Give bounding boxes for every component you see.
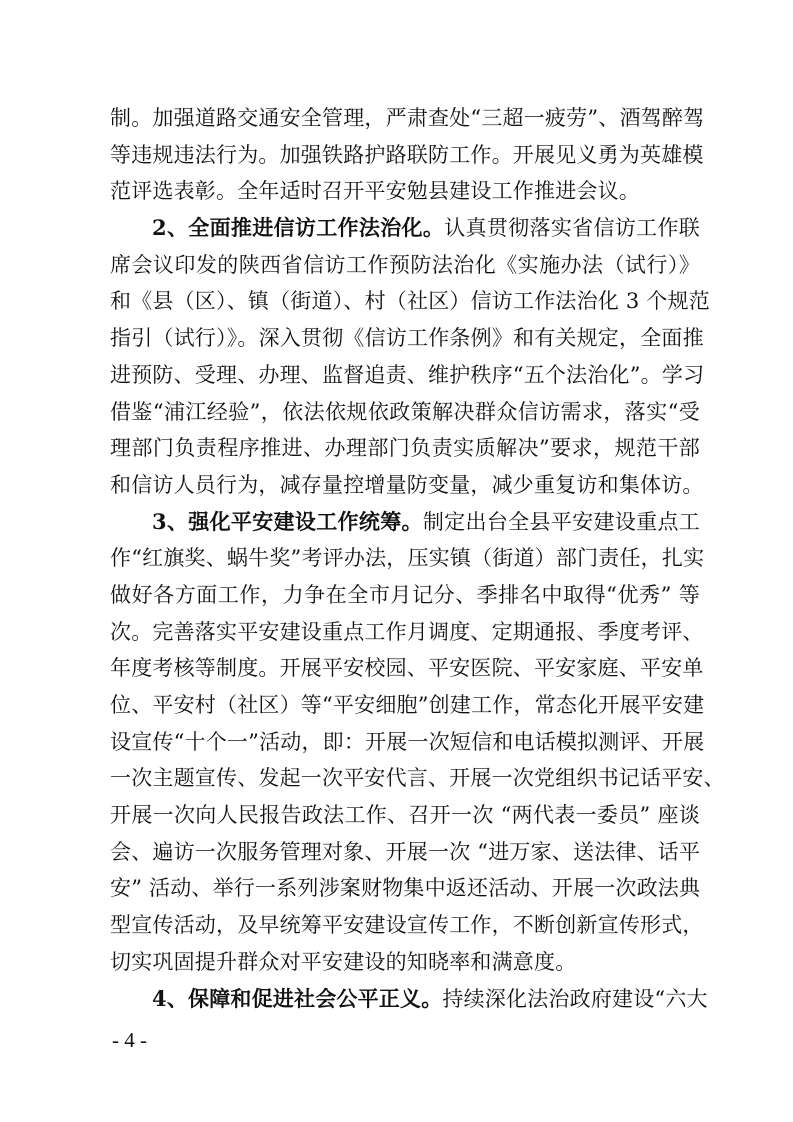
body-line: 型宣传活动，及早统筹平安建设宣传工作，不断创新宣传形式，: [110, 913, 704, 938]
section-heading: 4、保障和促进社会公平正义。: [152, 985, 443, 1011]
page-number: - 4 -: [112, 1028, 147, 1052]
body-text: 认真贯彻落实省信访工作联: [444, 216, 700, 241]
body-line: 一次主题宣传、发起一次平安代言、开展一次党组织书记话平安、: [110, 766, 725, 791]
body-line: 会、遍访一次服务管理对象、开展一次 “进万家、送法律、话平: [110, 839, 701, 864]
body-line: 和《县（区）、镇（街道）、村（社区）信访工作法治化 3 个规范: [110, 289, 710, 314]
body-line: 理部门负责程序推进、办理部门负责实质解决”要求，规范干部: [110, 436, 700, 461]
section-heading-line: [110, 504, 700, 541]
body-text: 制定出台全县平安建设重点工: [422, 509, 700, 534]
body-line: 位、平安村（社区）等“平安细胞”创建工作，常态化开展平安建: [110, 693, 705, 717]
body-text: 持续深化法治政府建设“六大: [442, 986, 708, 1011]
body-line: 年度考核等制度。开展平安校园、平安医院、平安家庭、平安单: [110, 656, 704, 681]
body-line: 范评选表彰。全年适时召开平安勉县建设工作推进会议。: [110, 179, 640, 204]
section-heading: 3、强化平安建设工作统筹。: [152, 508, 423, 534]
body-line: 作“红旗奖、蜗牛奖”考评办法，压实镇（街道）部门责任，扎实: [110, 546, 705, 571]
body-line: 和信访人员行为，减存量控增量防变量，减少重复访和集体访。: [110, 472, 704, 497]
section-heading-line: [110, 210, 700, 247]
body-line: 设宣传“十个一”活动，即：开展一次短信和电话模拟测评、开展: [110, 729, 705, 754]
body-line: 等违规违法行为。加强铁路护路联防工作。开展见义勇为英雄模: [110, 142, 704, 167]
body-line: 切实巩固提升群众对平安建设的知晓率和满意度。: [110, 949, 577, 974]
body-line: 安” 活动、举行一系列涉案财物集中返还活动、开展一次政法典: [110, 876, 701, 901]
body-line: 制。加强道路交通安全管理，严肃查处“三超一疲劳”、酒驾醉驾: [110, 106, 705, 130]
body-line: 席会议印发的陕西省信访工作预防法治化《实施办法（试行）》: [110, 252, 700, 277]
body-line: 次。完善落实平安建设重点工作月调度、定期通报、季度考评、: [110, 619, 704, 644]
body-line: 开展一次向人民报告政法工作、召开一次 “两代表一委员” 座谈: [110, 803, 700, 828]
section-heading: 2、全面推进信访工作法治化。: [152, 215, 445, 241]
document-page: [110, 100, 725, 1017]
body-line: 做好各方面工作，力争在全市月记分、季排名中取得“优秀” 等: [110, 582, 700, 607]
section-heading-line: [110, 981, 708, 1018]
body-line: 借鉴“浦江经验”，依法依规依政策解决群众信访需求，落实“受: [110, 399, 700, 424]
body-line: 进预防、受理、办理、监督追责、维护秩序“五个法治化”。学习: [110, 362, 705, 387]
body-line: 指引（试行）》。深入贯彻《信访工作条例》和有关规定，全面推: [110, 326, 704, 351]
